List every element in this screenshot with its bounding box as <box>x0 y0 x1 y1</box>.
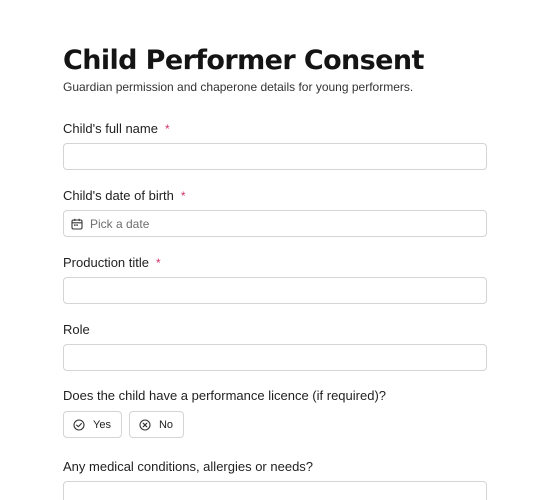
field-performance-licence <box>63 388 487 438</box>
medical-conditions-label: Any medical conditions, allergies or needs? <box>63 459 314 474</box>
medical-conditions-input[interactable] <box>63 481 487 500</box>
field-label <box>63 322 487 338</box>
field-child-date-of-birth <box>63 188 487 237</box>
child-date-of-birth-picker[interactable] <box>63 210 487 237</box>
page-subtitle: Guardian permission and chaperone details for young performers. <box>63 80 414 94</box>
licence-no-label: No <box>158 418 174 431</box>
child-full-name-input[interactable] <box>63 143 487 170</box>
calendar-icon <box>71 218 83 230</box>
x-circle-icon <box>139 419 151 431</box>
licence-no-button[interactable] <box>129 411 184 438</box>
consent-form <box>63 44 487 474</box>
performance-licence-label: Does the child have a performance licence (if required)? <box>63 388 387 403</box>
field-medical-conditions <box>63 459 487 500</box>
production-title-label: Production title <box>63 255 149 270</box>
role-input[interactable] <box>63 344 487 371</box>
field-child-full-name <box>63 121 487 170</box>
field-role <box>63 322 487 371</box>
production-title-input[interactable] <box>63 277 487 304</box>
child-date-of-birth-label: Child's date of birth <box>63 188 174 203</box>
field-label <box>63 388 487 404</box>
field-label <box>63 459 487 475</box>
required-marker: * <box>164 122 170 136</box>
role-label: Role <box>63 322 90 337</box>
field-label <box>63 121 487 137</box>
field-label <box>63 188 487 204</box>
page-title: Child Performer Consent <box>63 45 424 76</box>
field-label <box>63 255 487 271</box>
required-marker: * <box>156 256 161 270</box>
check-circle-icon <box>73 419 85 431</box>
licence-yes-button[interactable] <box>63 411 122 438</box>
licence-choice-group <box>63 411 487 438</box>
licence-yes-label: Yes <box>93 418 111 431</box>
required-marker: * <box>180 189 186 203</box>
child-full-name-label: Child's full name <box>63 121 158 136</box>
field-production-title <box>63 255 487 304</box>
date-placeholder: Pick a date <box>90 216 150 231</box>
